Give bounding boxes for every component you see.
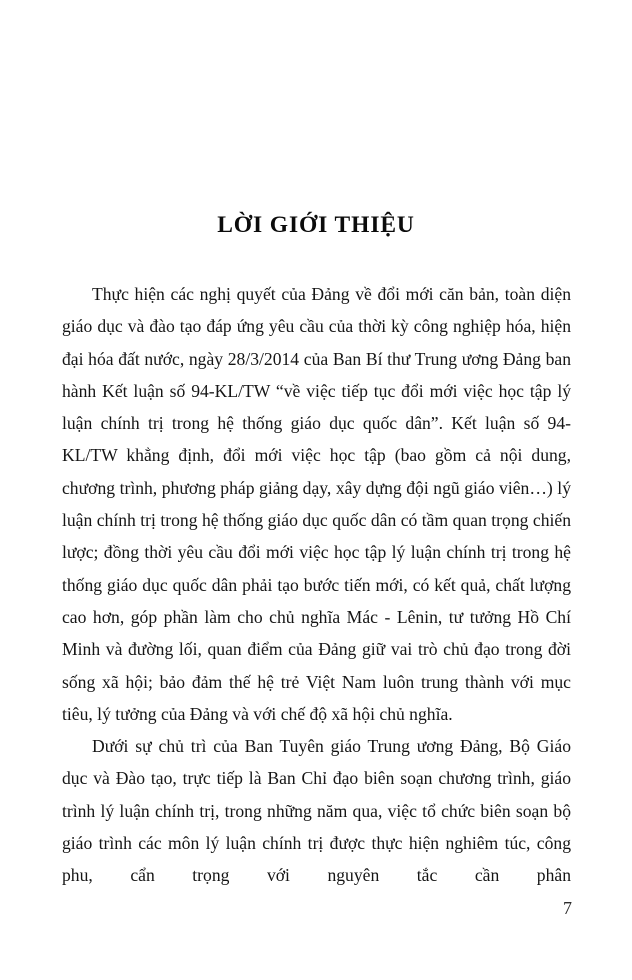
paragraph-2: Dưới sự chủ trì của Ban Tuyên giáo Trung ương Đảng, Bộ Giáo dục và Đào tạo, trực tiếp là Ban Chỉ đạo biên soạn chương trình, giáo trình lý luận chính trị, trong những năm qua, việc tổ chức biên soạn bộ giáo trình các môn lý luận chính trị được thực hiện nghiêm túc, công phu, cẩn trọng với nguyên tắc cần phân: [62, 736, 571, 886]
page-number: 7: [563, 898, 572, 918]
page-title: LỜI GIỚI THIỆU: [217, 211, 415, 238]
body-text-block: [62, 278, 571, 924]
paragraph-1: Thực hiện các nghị quyết của Đảng về đổi mới căn bản, toàn diện giáo dục và đào tạo đáp ứng yêu cầu của thời kỳ công nghiệp hóa, hiện đại hóa đất nước, ngày 28/3/2014 của Ban Bí thư Trung ương Đảng ban hành Kết luận số 94-KL/TW “về việc tiếp tục đổi mới việc học tập lý luận chính trị trong hệ thống giáo dục quốc dân”. Kết luận số 94-KL/TW khẳng định, đổi mới việc học tập (bao gồm cả nội dung, chương trình, phương pháp giảng dạy, xây dựng đội ngũ giáo viên…) lý luận chính trị trong hệ thống giáo dục quốc dân có tầm quan trọng chiến lược; đồng thời yêu cầu đổi mới việc học tập lý luận chính trị trong hệ thống giáo dục quốc dân phải tạo bước tiến mới, có kết quả, chất lượng cao hơn, góp phần làm cho chủ nghĩa Mác - Lênin, tư tưởng Hồ Chí Minh và đường lối, quan điểm của Đảng giữ vai trò chủ đạo trong đời sống xã hội; bảo đảm thế hệ trẻ Việt Nam luôn trung thành với mục tiêu, lý tưởng của Đảng và với chế độ xã hội chủ nghĩa.: [62, 284, 571, 724]
